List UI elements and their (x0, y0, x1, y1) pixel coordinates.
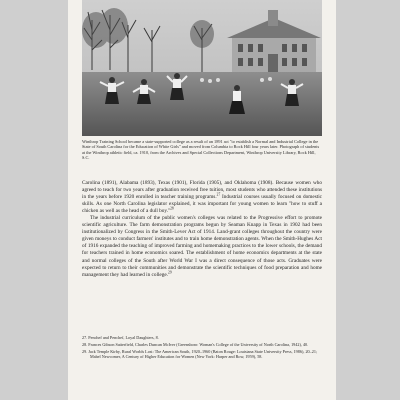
paragraph-2-text: The industrial curriculum of the public women's colleges was related to the Progressive effort to promote scientific agriculture. The farm demonstration programs begun by Seaman Knapp in Texas in 1902 had been institutionalized by Congress in the Smith-Lever Act of 1914. Land-grant colleges throughout the country were given moneys to conduct farmers' institutes and to train home demonstration agents. When the Smith-Hughes Act of 1916 expanded the teaching of improved farming and homemaking practices to the lower schools, the demand for teachers trained in home economics soared. The establishment of home economics departments at the state and normal colleges of the South after World War I was a direct consequence of those acts. Graduates were expected to return to their communities and demonstrate the scientific techniques of food preparation and home management they had learned in college. (82, 215, 322, 278)
footnote-29: 29. Jack Temple Kirby, Rural Worlds Lost: The American South, 1920–1960 (Baton Rouge: Louisiana State University Press, 1986), 20–21; Mabel Newcomer, A Century of Higher Education for Women (New York: Harper and Row, 1959), 58. (82, 348, 318, 359)
historic-photograph (82, 0, 322, 136)
paragraph-1-text: Carolina (1891), Alabama (1893), Texas (1901), Florida (1905), and Oklahoma (1908). Because women who agreed to teach for two years after graduation received free tuition, most students who attended these institutions in the years before 1920 enrolled in teacher training programs. (82, 180, 322, 201)
footnote-28: 28. Frances Gibson Satterfield, Charles Duncan McIver (Greensboro: Woman's College of the University of North Carolina, 1942), 40. (82, 341, 309, 347)
body-text (82, 180, 322, 279)
paragraph-1-continued: Industrial courses usually focused on domestic skills. As one North Carolina legislator explained, it was important for young women to learn "how to stuff a chicken as well as the head of a dull boy." (82, 194, 323, 215)
paragraph-1 (82, 180, 322, 215)
note-ref-27: 27 (216, 192, 221, 197)
note-ref-29: 29 (168, 269, 172, 274)
footnote-27: 27. Penchef and Penchef, Loyal Daughters, 8. (82, 335, 159, 340)
book-page (68, 0, 336, 400)
footnotes (82, 335, 322, 361)
note-ref-28: 28 (170, 206, 174, 211)
photo-caption: Winthrop Training School became a state-supported college as a result of an 1891 act "to establish a Normal and Industrial College in the State of South Carolina for the Education of White Girls" and moved from Columbia to Rock Hill four years later. Photograph of students at the Winthrop athletic field, ca. 1910, from the Archives and Special Collections Department, Winthrop University Library, Rock Hill, S.C. (82, 139, 320, 161)
paragraph-2 (82, 215, 322, 278)
